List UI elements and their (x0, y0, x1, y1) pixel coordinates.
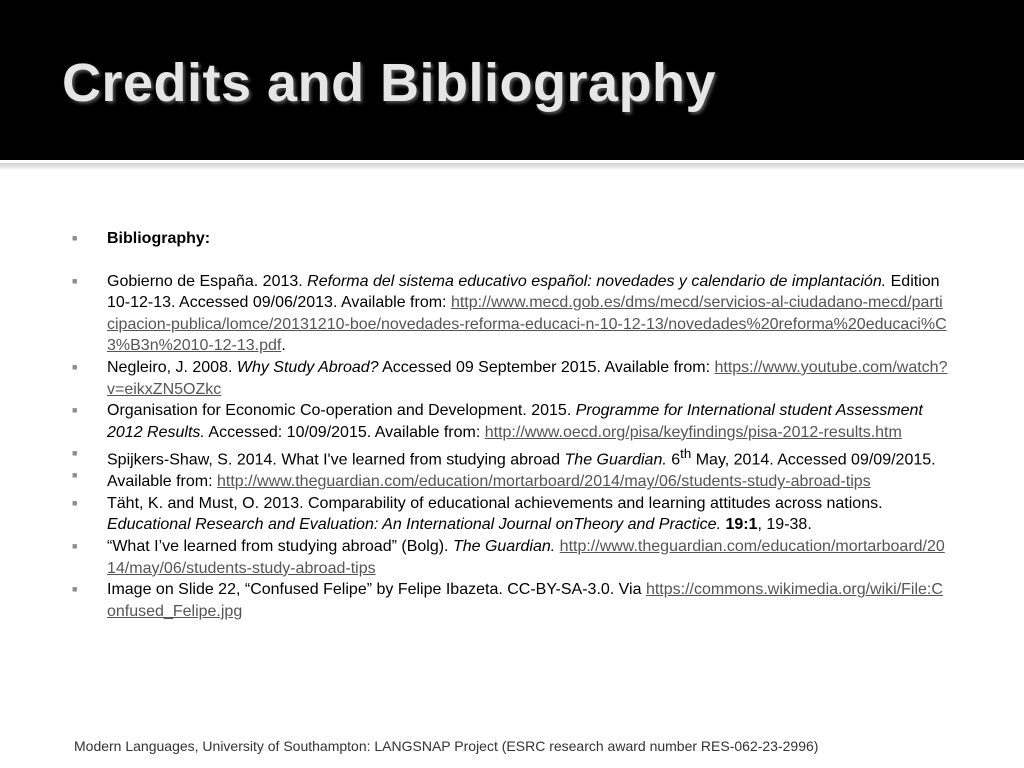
title-bar (0, 0, 1024, 160)
list-item (70, 536, 950, 579)
list-item (70, 579, 950, 622)
ref-title: The Guardian. (564, 451, 667, 469)
ref-text: Täht, K. and Must, O. 2013. Comparability of educational achievements and learning attitudes across nations. (107, 494, 883, 512)
ref-text: . (281, 337, 286, 355)
bibliography-heading: Bibliography: (107, 230, 211, 247)
title-divider (0, 163, 1024, 169)
ref-text: “What I’ve learned from studying abroad” (Bolg). (107, 538, 453, 556)
list-item (70, 271, 950, 357)
ref-title: Programme for International student Assessment 2012 Results. (107, 402, 923, 441)
ref-text: Gobierno de España. 2013. (107, 272, 308, 290)
slide-footer: Modern Languages, University of Southampton: LANGSNAP Project (ESRC research award number RES-062-23-2996) (74, 738, 819, 754)
ref-link[interactable]: http://www.mecd.gob.es/dms/mecd/servicios-al-ciudadano-mecd/participacion-publica/lomce/20131210-boe/novedades-reforma-educaci-n-10-12-13/novedades%20reforma%20educaci%C3%B3n%2010-12-13.pdf (107, 294, 947, 355)
slide-title: Credits and Bibliography (62, 53, 717, 113)
bullet-icon: ■ (72, 497, 78, 508)
ref-volume: 19:1 (725, 516, 758, 534)
ref-link[interactable]: https://www.youtube.com/watch?v=eikxZN5OZkc (107, 358, 948, 398)
ref-superscript: th (680, 446, 692, 462)
bullet-icon: ■ (72, 469, 78, 480)
bullet-icon: ■ (72, 584, 78, 595)
list-item (70, 400, 950, 443)
ref-text: Image on Slide 22, “Confused Felipe” by Felipe Ibazeta. CC-BY-SA-3.0. Via (107, 581, 646, 599)
list-item (70, 493, 950, 536)
ref-text: Organisation for Economic Co-operation and Development. 2015. (107, 402, 576, 420)
ref-title: Why Study Abroad? (236, 358, 379, 376)
ref-text: Edition 10-12-13. Accessed 09/06/2013. Available from: (107, 272, 940, 312)
list-item (70, 443, 950, 493)
ref-title: Educational Research and Evaluation: An International Journal onTheory and Practice. (107, 516, 722, 534)
ref-title: Reforma del sistema educativo español: novedades y calendario de implantación. (307, 272, 887, 290)
bullet-icon: ■ (72, 361, 78, 372)
ref-link[interactable]: https://commons.wikimedia.org/wiki/File:Confused_Felipe.jpg (107, 581, 943, 620)
ref-link[interactable]: http://www.theguardian.com/education/mortarboard/2014/may/06/students-study-abroad-tips (216, 473, 871, 491)
bullet-icon: ■ (72, 233, 78, 243)
bullet-icon: ■ (72, 275, 78, 286)
bullet-icon: ■ (72, 405, 78, 416)
ref-text: Accessed 09 September 2015. Available from: (378, 358, 715, 376)
bibliography-list (70, 228, 950, 622)
ref-text: Accessed: 10/09/2015. Available from: (204, 423, 485, 441)
list-item (70, 228, 950, 250)
ref-text: , 19-38. (757, 516, 812, 534)
ref-text: May, 2014. Accessed 09/09/2015. Available from: (107, 451, 936, 491)
ref-link[interactable]: http://www.oecd.org/pisa/keyfindings/pisa-2012-results.htm (484, 423, 902, 441)
list-item (70, 357, 950, 400)
ref-text: 6 (666, 451, 681, 469)
bullet-icon: ■ (72, 541, 78, 552)
ref-link[interactable]: http://www.theguardian.com/education/mortarboard/2014/may/06/students-study-abroad-tips (107, 538, 945, 577)
ref-text: Negleiro, J. 2008. (107, 358, 237, 376)
ref-text: Spijkers-Shaw, S. 2014. What I've learned from studying abroad (107, 451, 565, 469)
ref-title: The Guardian. (452, 538, 556, 556)
bullet-icon: ■ (72, 448, 78, 459)
